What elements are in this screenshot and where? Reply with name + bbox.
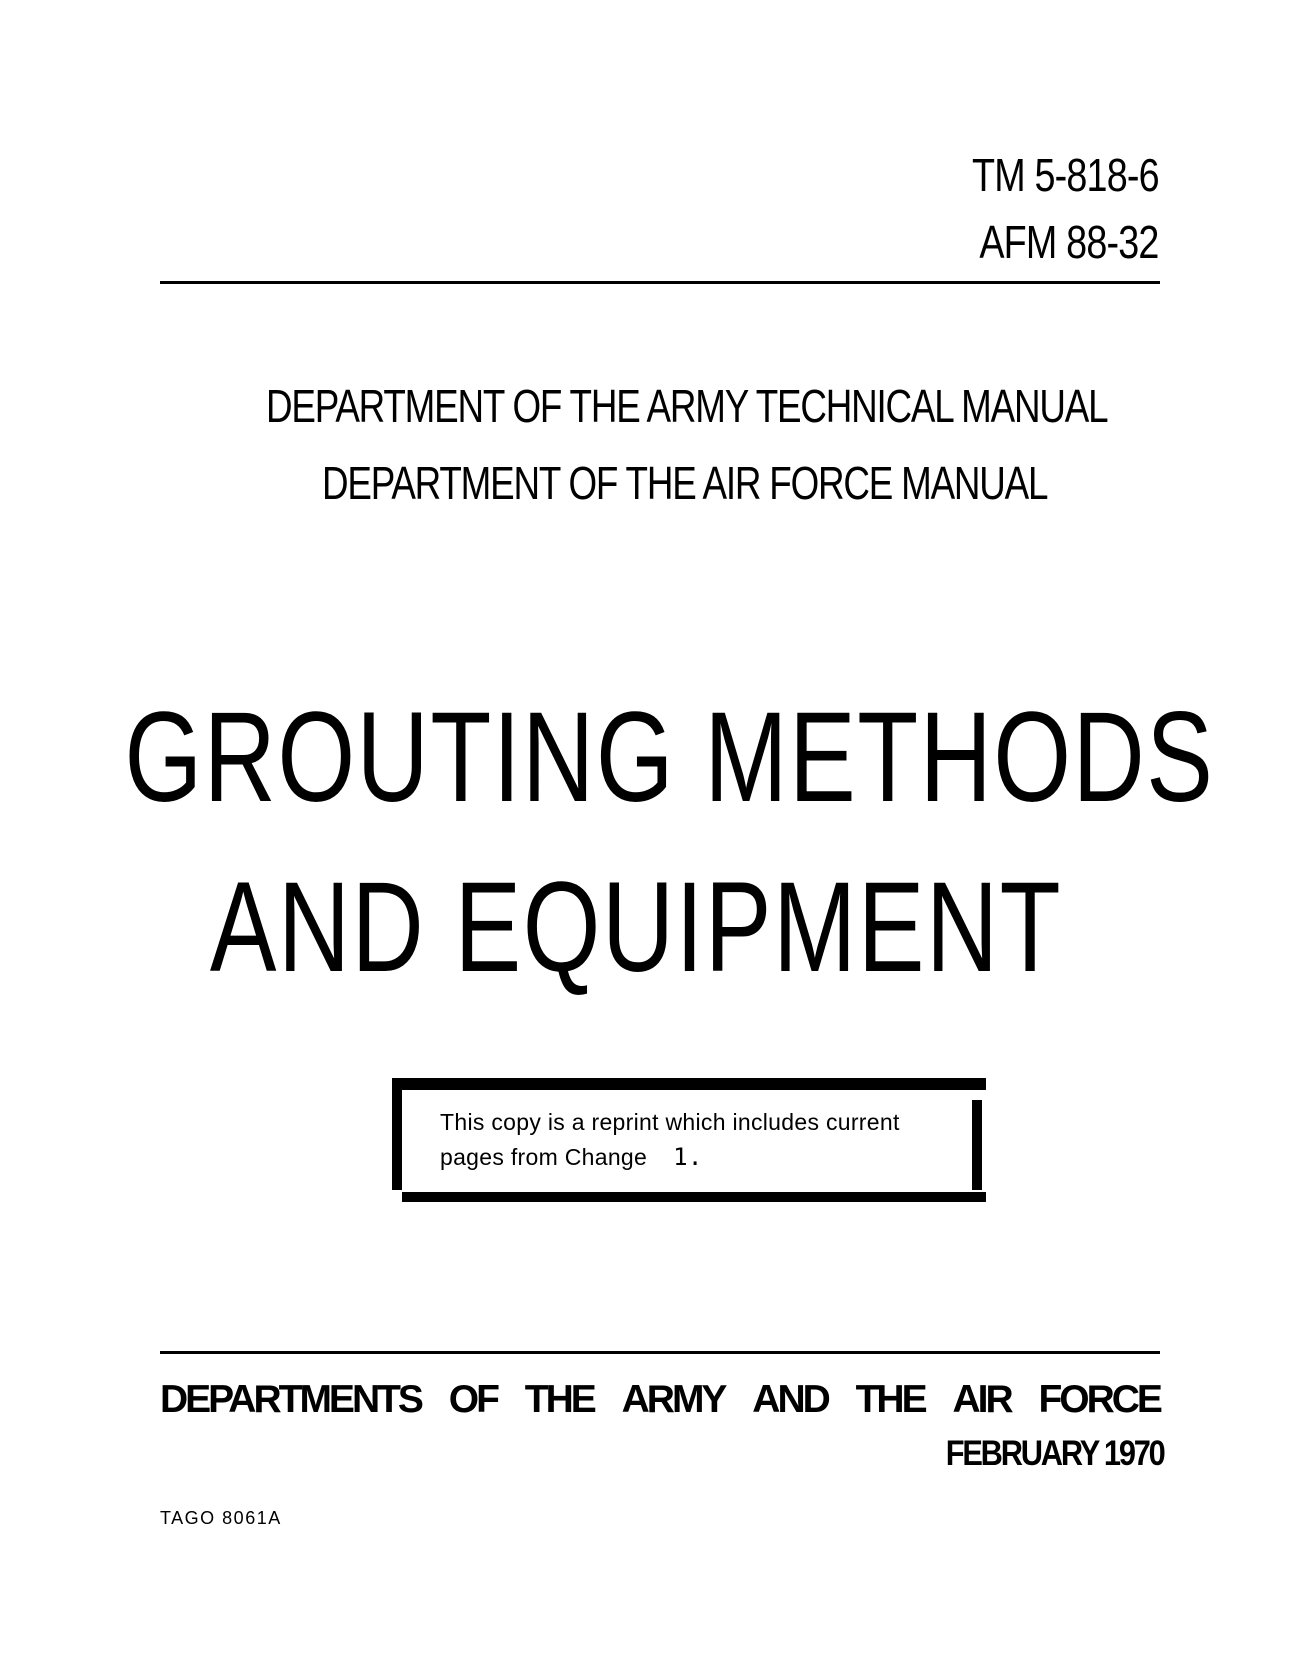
tm-number: TM 5-818-6 [972, 149, 1159, 201]
notice-box-left-border [392, 1080, 402, 1190]
bottom-divider [160, 1351, 1160, 1354]
departments-footer [160, 1380, 1160, 1419]
reprint-notice-box [392, 1078, 986, 1202]
army-technical-manual-line: DEPARTMENT OF THE ARMY TECHNICAL MANUAL [266, 380, 1108, 432]
notice-box-right-border [972, 1100, 982, 1190]
air-force-manual-line: DEPARTMENT OF THE AIR FORCE MANUAL [322, 457, 1048, 509]
footer-word: THE [855, 1378, 925, 1421]
footer-word: ARMY [621, 1378, 725, 1421]
footer-word: AND [752, 1378, 828, 1421]
footer-word: DEPARTMENTS [160, 1378, 421, 1421]
tago-number: TAGO 8061A [160, 1508, 282, 1528]
document-title-line-1: GROUTING METHODS [124, 686, 1215, 829]
reprint-notice-line-1: This copy is a reprint which includes current [440, 1109, 900, 1135]
publication-date: FEBRUARY 1970 [946, 1434, 1164, 1473]
footer-word: THE [524, 1378, 594, 1421]
footer-word: FORCE [1038, 1378, 1160, 1421]
notice-box-top-border [392, 1078, 986, 1090]
footer-word: AIR [952, 1378, 1011, 1421]
top-divider [160, 281, 1160, 284]
reprint-notice-line-2 [440, 1145, 703, 1169]
reprint-notice-change-label: pages from Change [440, 1144, 648, 1170]
afm-number: AFM 88-32 [979, 216, 1159, 268]
change-number: 1. [673, 1143, 703, 1171]
footer-word: OF [448, 1378, 497, 1421]
document-title-line-2: AND EQUIPMENT [209, 856, 1063, 999]
notice-box-bottom-border [402, 1192, 986, 1202]
